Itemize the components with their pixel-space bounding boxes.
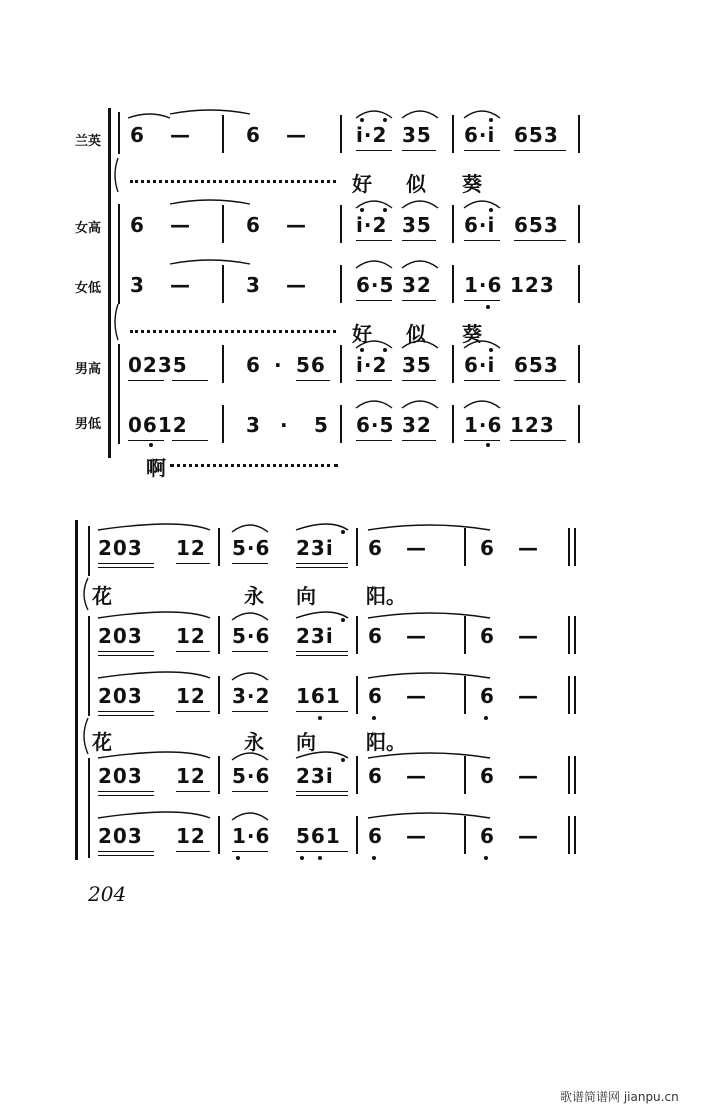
slur-mark — [232, 525, 268, 532]
slur-mark — [128, 114, 170, 118]
brace-mark — [84, 578, 88, 610]
note: i·2 — [356, 213, 388, 237]
slur-mark — [296, 752, 348, 758]
dash-note: — — [286, 273, 307, 297]
slur-mark — [232, 673, 268, 680]
lyric: 阳。 — [366, 584, 406, 608]
note: 23i — [296, 536, 334, 560]
note: 6 — [368, 624, 383, 648]
slur-mark — [402, 261, 438, 268]
lyric: 向 — [296, 730, 316, 754]
note: 6·i — [464, 353, 496, 377]
note: 32 — [402, 273, 432, 297]
tie-mark — [368, 613, 490, 618]
note: 653 — [514, 213, 559, 237]
note: 23i — [296, 764, 334, 788]
note: 5 — [314, 413, 329, 437]
slur-mark — [356, 401, 392, 408]
tie-mark — [170, 260, 250, 264]
lyric: 向 — [296, 584, 316, 608]
note: i·2 — [356, 123, 388, 147]
lyric: 好 — [352, 172, 372, 196]
note: 1·6 — [464, 413, 503, 437]
slur-mark — [402, 401, 438, 408]
note: 5·6 — [232, 536, 271, 560]
note: 56 — [296, 353, 326, 377]
note: 6 — [246, 123, 261, 147]
note: 3 — [246, 273, 261, 297]
slur-mark — [98, 672, 210, 678]
note: 561 — [296, 824, 341, 848]
slur-mark — [356, 111, 392, 118]
note: 6 — [246, 213, 261, 237]
tie-mark — [170, 110, 250, 114]
note: 12 — [176, 764, 206, 788]
tie-mark — [170, 200, 250, 204]
dash-note: — — [406, 764, 427, 788]
lyric: 永 — [244, 730, 264, 754]
brace-mark — [115, 304, 118, 340]
note: 3 — [246, 413, 261, 437]
note: 203 — [98, 624, 143, 648]
lyric: 葵 — [462, 172, 482, 196]
slur-mark — [402, 111, 438, 118]
slur-mark — [98, 524, 210, 530]
dash-note: — — [286, 213, 307, 237]
note: 5·6 — [232, 764, 271, 788]
slur-mark — [232, 813, 268, 820]
lyric: 葵 — [462, 322, 482, 346]
lyric: 似 — [406, 172, 426, 196]
lyric: 似 — [406, 322, 426, 346]
dash-note: — — [518, 536, 539, 560]
note: 6 — [480, 764, 495, 788]
note: 203 — [98, 764, 143, 788]
slur-mark — [464, 111, 500, 118]
note: 6 — [130, 123, 145, 147]
site-watermark: 歌谱简谱网 jianpu.cn — [560, 1090, 679, 1104]
note: 6 — [246, 353, 261, 377]
lyric: 花 — [92, 584, 112, 608]
note: 6·i — [464, 123, 496, 147]
note: 1·6 — [464, 273, 503, 297]
part-label-lanying: 兰英 — [75, 134, 102, 149]
note: 203 — [98, 536, 143, 560]
page-number: 204 — [88, 882, 127, 906]
dash-note: — — [170, 213, 191, 237]
note: 203 — [98, 684, 143, 708]
note: 6 — [480, 536, 495, 560]
slur-mark — [464, 201, 500, 208]
note: 653 — [514, 353, 559, 377]
dash-note: — — [406, 536, 427, 560]
note: · — [280, 413, 289, 437]
note: 6·i — [464, 213, 496, 237]
slur-mark — [296, 612, 348, 618]
note: 35 — [402, 123, 432, 147]
part-label-soprano: 女高 — [75, 221, 102, 236]
tie-mark — [368, 673, 490, 678]
note: 6 — [368, 764, 383, 788]
slur-mark — [232, 753, 268, 760]
slur-mark — [356, 341, 392, 348]
note: 23i — [296, 624, 334, 648]
dash-note: — — [518, 764, 539, 788]
brace-mark — [115, 158, 118, 192]
slur-mark — [98, 612, 210, 618]
tie-mark — [368, 753, 490, 758]
slur-mark — [464, 401, 500, 408]
part-label-bass: 男低 — [75, 417, 102, 432]
dash-note: — — [170, 273, 191, 297]
note: 0235 — [128, 353, 188, 377]
tie-mark — [368, 525, 490, 530]
note: 12 — [176, 536, 206, 560]
lyric: 永 — [244, 584, 264, 608]
note: 1·6 — [232, 824, 271, 848]
note: 203 — [98, 824, 143, 848]
note: 6 — [368, 536, 383, 560]
part-label-alto: 女低 — [75, 281, 102, 296]
note: i·2 — [356, 353, 388, 377]
note: 6 — [480, 624, 495, 648]
part-label-tenor: 男高 — [75, 362, 102, 377]
dash-note: — — [518, 624, 539, 648]
note: 12 — [176, 684, 206, 708]
tie-mark — [368, 813, 490, 818]
slur-mark — [464, 341, 500, 348]
note: · — [274, 353, 283, 377]
note: 6·5 — [356, 413, 395, 437]
note: 653 — [514, 123, 559, 147]
note: 35 — [402, 213, 432, 237]
dash-note: — — [170, 123, 191, 147]
note: 6·5 — [356, 273, 395, 297]
slur-mark — [356, 261, 392, 268]
note: 161 — [296, 684, 341, 708]
dash-note: — — [286, 123, 307, 147]
note: 123 — [510, 413, 555, 437]
note: 0612 — [128, 413, 188, 437]
note: 123 — [510, 273, 555, 297]
note: 3 — [130, 273, 145, 297]
slur-mark — [296, 524, 348, 530]
slur-mark — [98, 752, 210, 758]
note: 5·6 — [232, 624, 271, 648]
lyric: 啊 — [146, 456, 166, 480]
slur-mark — [402, 201, 438, 208]
dash-note: — — [406, 824, 427, 848]
lyric: 花 — [92, 730, 112, 754]
dash-note: — — [518, 684, 539, 708]
slur-mark — [98, 812, 210, 818]
note: 32 — [402, 413, 432, 437]
brace-mark — [84, 718, 88, 754]
note: 6 — [368, 824, 383, 848]
note: 35 — [402, 353, 432, 377]
lyric: 好 — [352, 322, 372, 346]
note: 6 — [480, 824, 495, 848]
slur-mark — [356, 201, 392, 208]
slur-mark — [232, 613, 268, 620]
note: 6 — [130, 213, 145, 237]
lyric: 阳。 — [366, 730, 406, 754]
note: 6 — [480, 684, 495, 708]
note: 12 — [176, 824, 206, 848]
dash-note: — — [406, 684, 427, 708]
note: 12 — [176, 624, 206, 648]
note: 6 — [368, 684, 383, 708]
note: 3·2 — [232, 684, 271, 708]
dash-note: — — [406, 624, 427, 648]
slur-mark — [402, 341, 438, 348]
dash-note: — — [518, 824, 539, 848]
